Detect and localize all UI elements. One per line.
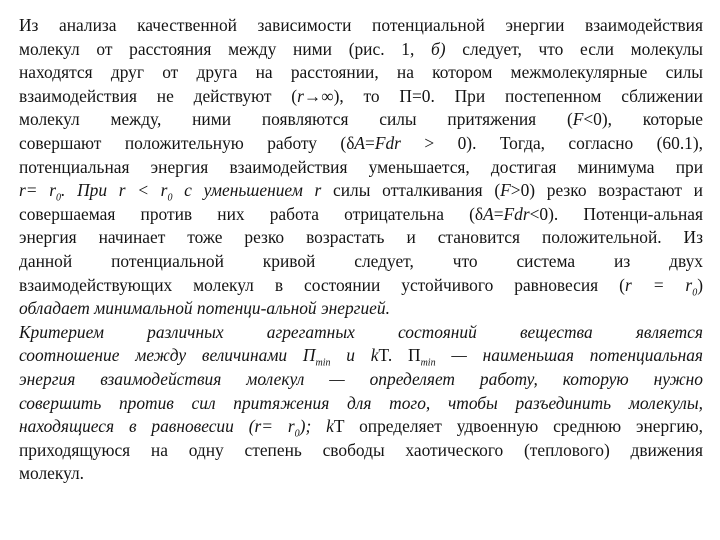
- text-line: [19, 203, 703, 227]
- text-line: [19, 38, 703, 62]
- text-run: следует, что если молекулы: [445, 38, 703, 59]
- text-run: энергия взаимодействия молекул — определяет работу, которую нужно: [19, 368, 703, 389]
- subscript: 0: [167, 192, 173, 203]
- text-line: [19, 61, 703, 85]
- text-run: находятся друг от друга на расстоянии, на котором межмолекулярные силы: [19, 62, 703, 83]
- subscript: min: [420, 357, 436, 368]
- text-run: T определяет удвоенную среднюю энергию,: [333, 416, 703, 437]
- text-run: > 0). Тогда, согласно (60.1),: [400, 132, 703, 153]
- text-run: . При r < r: [61, 180, 168, 201]
- text-run: T. П: [378, 345, 421, 366]
- text-line: [19, 368, 703, 392]
- text-line: [19, 14, 703, 38]
- text-line: [19, 392, 703, 416]
- text-line: [19, 226, 703, 250]
- text-run: потенциальная энергия взаимодействия уменьшается, достигая минимума при: [19, 156, 703, 177]
- text-run: ): [697, 274, 703, 295]
- text-line: [19, 321, 703, 345]
- text-line: [19, 344, 703, 368]
- text-run: Критерием различных агрегатных состояний вещества является: [19, 321, 703, 342]
- text-run: →∞), то П=0. При постепенном сближении: [303, 85, 703, 106]
- text-line: [19, 85, 703, 109]
- text-run: молекул от расстояния между ними (рис. 1,: [19, 38, 432, 59]
- text-run: r= r: [19, 180, 56, 201]
- text-run: Fdr: [374, 132, 401, 153]
- text-run: r = r: [624, 274, 693, 295]
- text-line: [19, 250, 703, 274]
- text-line: [19, 108, 703, 132]
- text-line: [19, 132, 703, 156]
- paragraph-potential-energy: [19, 14, 703, 321]
- text-line: [19, 156, 703, 180]
- text-run: совершают положительную работу (δ: [19, 132, 355, 153]
- text-run: F: [572, 109, 584, 130]
- paragraph-aggregate-states: [19, 321, 703, 486]
- text-run: =: [365, 132, 375, 153]
- subscript: 0: [692, 287, 698, 298]
- subscript: min: [315, 357, 331, 368]
- text-run: совершаемая против них работа отрицательна (δ: [19, 203, 484, 224]
- text-run: F: [500, 180, 511, 201]
- text-line: [19, 462, 703, 486]
- text-run: молекул между, ними появляются силы притяжения (: [19, 109, 573, 130]
- text-run: Из анализа качественной зависимости потенциальной энергии взаимодействия: [19, 15, 703, 35]
- text-run: б): [431, 38, 446, 59]
- text-run: и k: [330, 345, 379, 366]
- text-run: энергия начинает тоже резко возрастать и становится положительной. Из: [19, 227, 703, 248]
- text-run: <0). Потенци-альная: [529, 203, 703, 224]
- text-run: данной потенциальной кривой следует, что система из двух: [19, 250, 703, 271]
- text-run: обладает минимальной потенци-альной энергией.: [19, 298, 390, 319]
- text-run: приходящуюся на одну степень свободы хаотического (теплового) движения: [19, 439, 703, 460]
- text-line: [19, 179, 703, 203]
- text-run: соотношение между величинами П: [19, 345, 316, 366]
- text-run: совершить против сил притяжения для того, чтобы разъединить молекулы,: [19, 392, 703, 413]
- document-page: [19, 14, 703, 486]
- text-line: [19, 274, 703, 298]
- text-run: =: [493, 203, 504, 224]
- text-run: взаимодействия не действуют (: [19, 85, 298, 106]
- text-run: Fdr: [503, 203, 530, 224]
- text-run: A: [354, 132, 366, 153]
- subscript: 0: [56, 192, 61, 203]
- text-run: A: [483, 203, 494, 224]
- text-run: взаимодействующих молекул в состоянии устойчивого равновесия (: [19, 274, 625, 295]
- text-run: >0) резко возрастают и: [510, 180, 703, 201]
- text-run: находящиеся в равновесии (r= r: [19, 416, 295, 437]
- text-line: [19, 415, 703, 439]
- text-line: [19, 297, 703, 321]
- text-run: ); k: [299, 416, 334, 437]
- text-run: <0), которые: [583, 109, 703, 130]
- subscript: 0: [294, 428, 300, 439]
- text-run: силы отталкивания (: [321, 180, 501, 201]
- text-line: [19, 439, 703, 463]
- text-run: с уменьшением r: [172, 180, 322, 201]
- text-run: r: [297, 85, 304, 106]
- text-run: молекул.: [19, 463, 85, 484]
- text-run: — наименьшая потенциальная: [435, 345, 703, 366]
